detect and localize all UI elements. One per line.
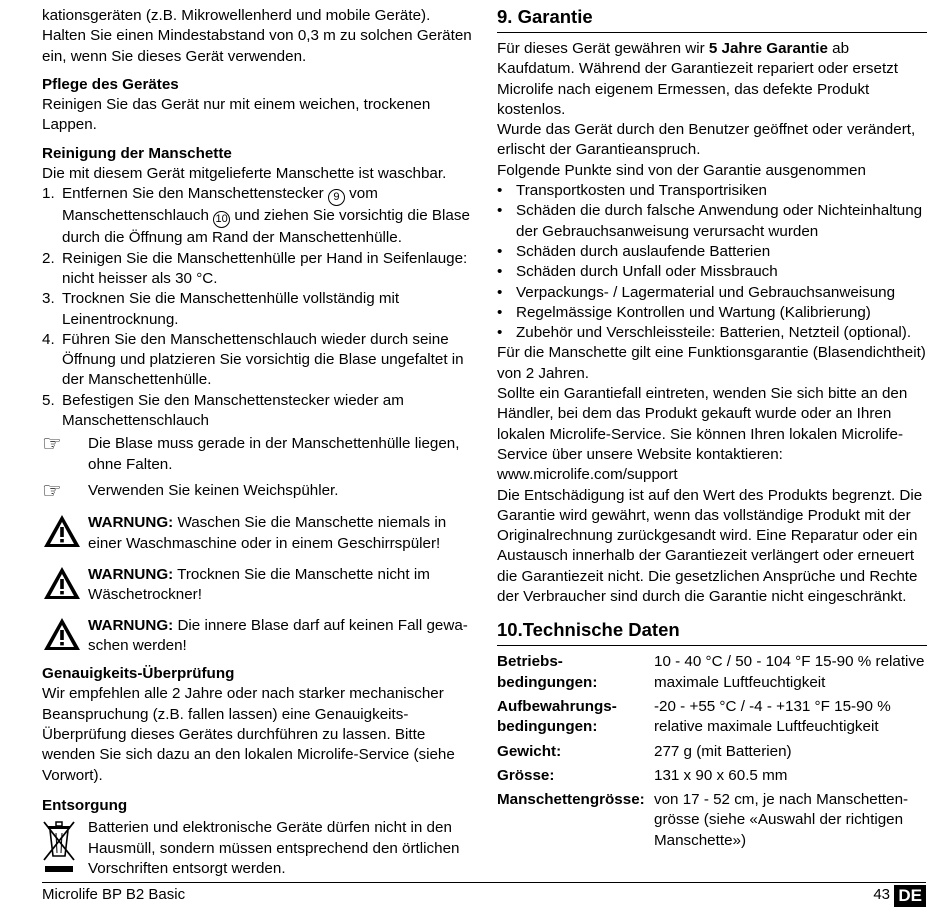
warning: WARNUNG: Die innere Blase darf auf keinen Fall gewaschen werden! (42, 616, 472, 658)
care-text: Reinigen Sie das Gerät nur mit einem weichen, trockenen Lappen. (42, 96, 431, 134)
disposal-text: Batterien und elektronische Geräte dürfen nicht in den Hausmüll, sondern müssen entsprechend den örtlichen Vorschriften entsorgt werden. (88, 819, 460, 877)
cuff-intro: Die mit diesem Gerät mitgelieferte Manschette ist waschbar. (42, 165, 447, 183)
cuff-cleaning-heading: Reinigung der Manschette (42, 144, 232, 162)
accuracy-text: Wir empfehlen alle 2 Jahre oder nach starker mechanischer Beanspruchung (z.B. fallen lassen) eine Genauigkeits-Überprüfung dieses Gerätes durchführen zu lassen. Bitte wenden Sie sich dazu an den lokalen Microlife-Service (siehe Vorwort). (42, 685, 455, 784)
tech-data-table (497, 652, 927, 851)
right-column (497, 6, 927, 851)
warranty-paragraph: Für die Manschette gilt eine Funktionsgarantie (Blasendichtheit) von 2 Jahren. (497, 344, 926, 382)
table-row: Grösse: 131 x 90 x 60.5 mm (497, 766, 788, 784)
list-item: • Schäden durch Unfall oder Missbrauch (497, 263, 778, 281)
list-item: 4. Führen Sie den Manschettenschlauch wieder durch seine Öffnung und platzieren Sie vorsichtig die Blase ungefaltet in der Manschettenhülle. (42, 330, 464, 389)
warning: WARNUNG: Trocknen Sie die Manschette nicht im Wäschetrockner! (42, 565, 472, 607)
list-item: • Schäden durch auslaufende Batterien (497, 242, 771, 260)
list-item: • Schäden die durch falsche Anwendung oder Nichteinhaltung der Gebrauchsanweisung verursacht wurden (497, 202, 923, 240)
page-footer (42, 882, 926, 905)
list-item: 3. Trocknen Sie die Manschettenhülle vollständig mit Leinentrocknung. (42, 290, 400, 328)
pointing-hand-icon: ☞ (42, 431, 62, 457)
warranty-paragraph: Die Entschädigung ist auf den Wert des Produkts begrenzt. Die Garantie wird gewährt, wenn das vollständige Produkt mit der Originalrechnung zurückgesandt wird. Eine Reparatur oder ein Austausch innerhalb der Garantiezeit verlängert oder erneuert die Garantiezeit nicht. Die gesetzlichen Ansprüche und Rechte der Verbraucher sind durch die Garantie nicht eingeschränkt. (497, 486, 923, 606)
list-item: • Regelmässige Kontrollen und Wartung (Kalibrierung) (497, 303, 871, 321)
disposal-block (42, 818, 472, 882)
note: ☞ Verwenden Sie keinen Weichspühler. (42, 477, 339, 503)
tech-data-heading: 10.Technische Daten (497, 619, 927, 646)
warranty-heading: 9. Garantie (497, 6, 927, 33)
warning-icon (42, 565, 88, 607)
note: ☞ Die Blase muss gerade in der Manschettenhülle liegen, ohne Falten. (42, 434, 472, 475)
crossed-bin-icon (42, 818, 88, 882)
support-url[interactable]: www.microlife.com/support (497, 466, 678, 484)
warranty-paragraph: Sollte ein Garantiefall eintreten, wenden Sie sich bitte an den Händler, bei dem das Produkt gekauft wurde oder an Ihren lokalen Microlife-Service. Sie können Ihren lokalen Microlife-Service über unsere Website kontaktieren: (497, 385, 908, 463)
accuracy-heading: Genauigkeits-Überprüfung (42, 665, 235, 683)
table-row: Gewicht: 277 g (mit Batterien) (497, 742, 792, 760)
warranty-paragraph: Für dieses Gerät gewähren wir 5 Jahre Garantie ab Kaufdatum. Während der Garantiezeit repariert oder ersetzt Microlife nach eigenem Ermessen, das defekte Produkt kostenlos. (497, 40, 898, 118)
warning-icon (42, 616, 88, 658)
table-row: Betriebsbedingungen: 10 - 40 °C / 50 - 104 °F 15-90 % relative maximale Luftfeuchtigkeit (497, 653, 925, 691)
page-number: 43 (873, 886, 890, 903)
left-column (42, 6, 472, 883)
table-row: Manschettengrösse: von 17 - 52 cm, je nach Manschettengrösse (siehe «Auswahl der richtigen Manschette») (497, 791, 909, 849)
list-item: 2. Reinigen Sie die Manschettenhülle per Hand in Seifenlauge: nicht heisser als 30 °C. (42, 249, 468, 287)
intro-paragraph: kationsgeräten (z.B. Mikrowellenherd und mobile Geräte). Halten Sie einen Mindestabstand von 0,3 m zu solchen Geräten ein, wenn Sie dieses Gerät verwenden. (42, 7, 472, 65)
product-name: Microlife BP B2 Basic (42, 886, 186, 903)
exclusion-list (497, 181, 927, 343)
ref-number-9: 9 (328, 189, 345, 206)
pointing-hand-icon: ☞ (42, 477, 62, 503)
table-row: Aufbewahrungsbedingungen: -20 - +55 °C / -4 - +131 °F 15-90 % relative maximale Luftfeuchtigkeit (497, 697, 891, 736)
warning: WARNUNG: Waschen Sie die Manschette niemals in einer Waschmaschine oder in einem Geschirrspüler! (42, 513, 472, 555)
list-item: 5. Befestigen Sie den Manschettenstecker wieder am Manschettenschlauch (42, 391, 404, 430)
language-badge: DE (894, 885, 926, 907)
list-item: • Zubehör und Verschleissteile: Batterien, Netzteil (optional). (497, 324, 912, 342)
list-item: • Verpackungs- / Lagermaterial und Gebrauchsanweisung (497, 283, 896, 301)
list-item: • Transportkosten und Transportrisiken (497, 182, 767, 200)
warranty-paragraph: Folgende Punkte sind von der Garantie ausgenommen (497, 161, 866, 179)
cleaning-steps (42, 184, 472, 431)
ref-number-10: 10 (213, 211, 230, 228)
warranty-paragraph: Wurde das Gerät durch den Benutzer geöffnet oder verändert, erlischt der Garantieanspruch. (497, 121, 916, 159)
care-heading: Pflege des Gerätes (42, 75, 179, 93)
warning-icon (42, 513, 88, 555)
disposal-heading: Entsorgung (42, 796, 128, 814)
list-item: 1. Entfernen Sie den Manschettenstecker 9 vom Manschettenschlauch 10 und ziehen Sie vorsichtig die Blase durch die Öffnung am Rand der Manschettenhülle. (42, 185, 470, 247)
